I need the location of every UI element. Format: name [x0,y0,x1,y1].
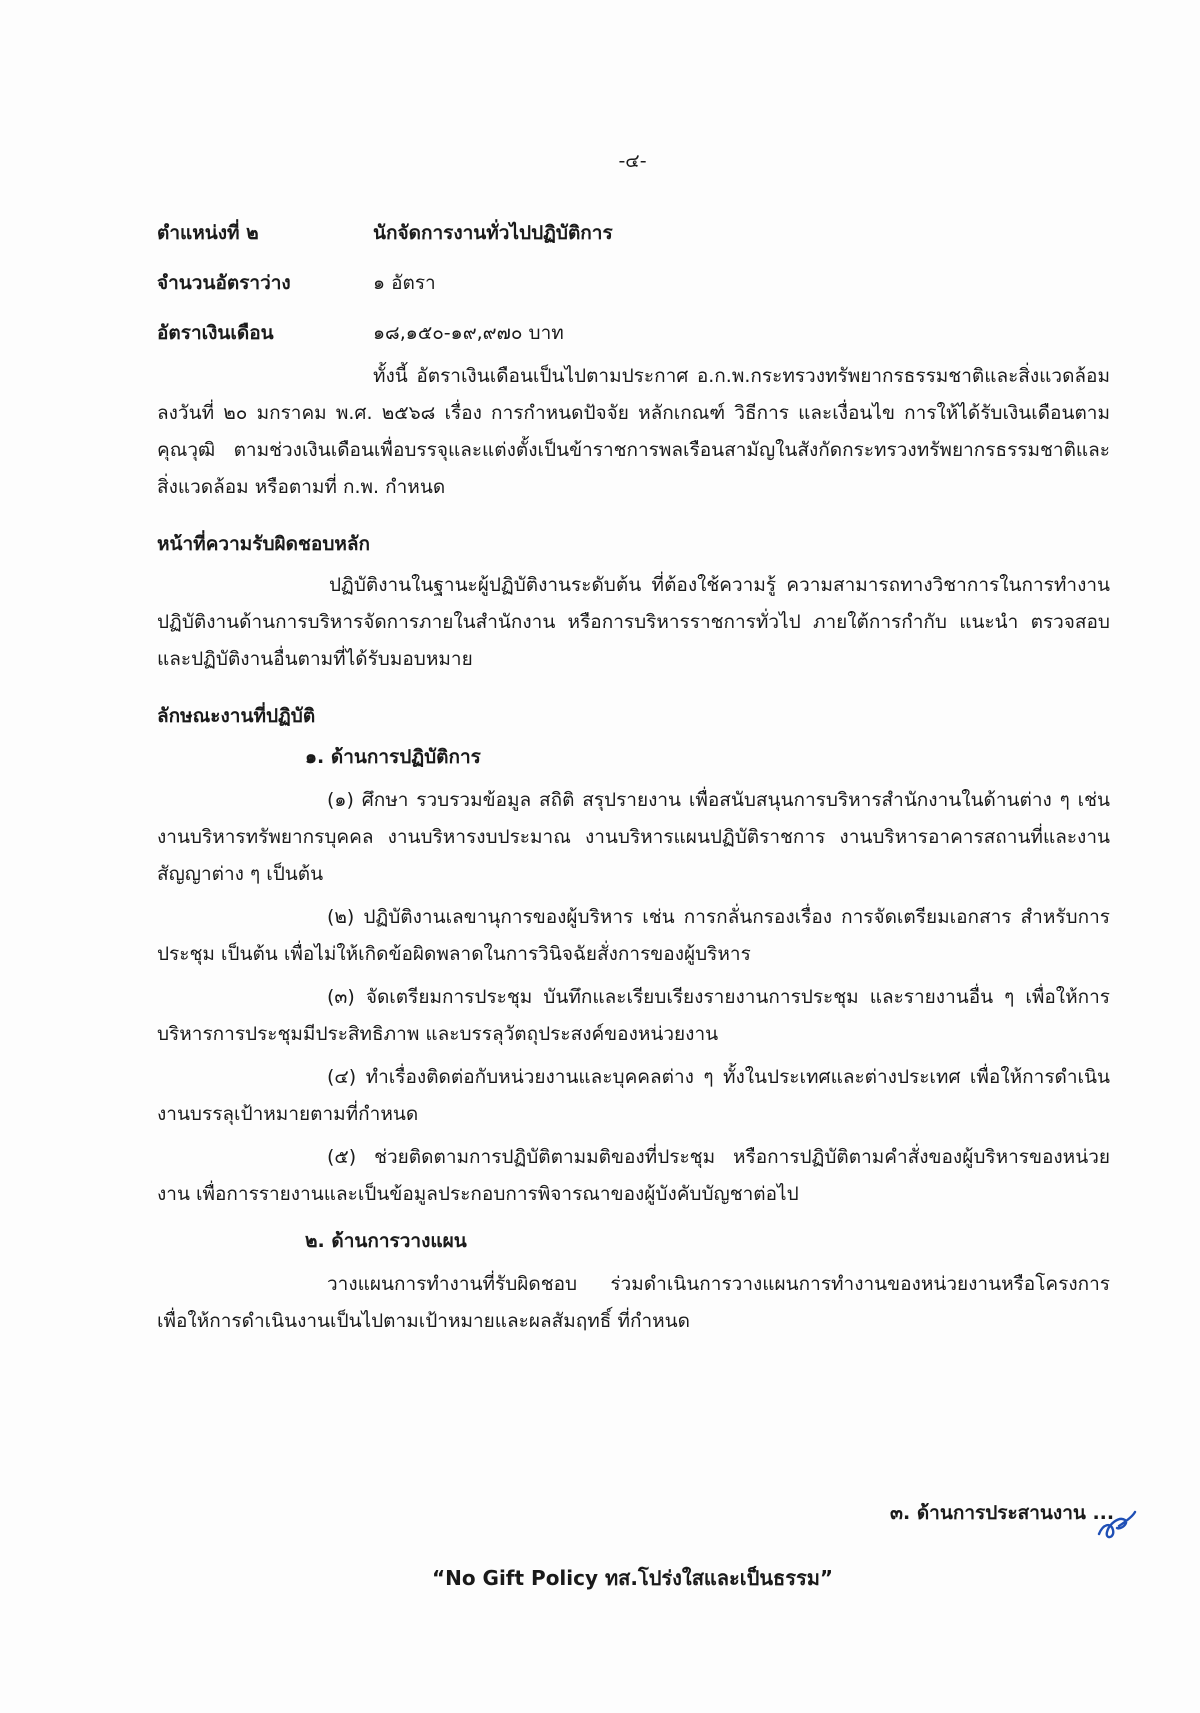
initials-signature [1095,1508,1139,1544]
position-value: นักจัดการงานทั่วไปปฏิบัติการ [373,221,613,244]
main-duties-text: ปฏิบัติงานในฐานะผู้ปฏิบัติงานระดับต้น ที่ต้องใช้ความรู้ ความสามารถทางวิชาการในการทำงานปฏิบัติงานด้านการบริหารจัดการภายในสำนักงาน หรือการบริหารราชการทั่วไป ภายใต้การกำกับ แนะนำ ตรวจสอบ และปฏิบัติงานอื่นตามที่ได้รับมอบหมาย [157,574,1110,670]
continuation-text: ๓. ด้านการประสานงาน ... [890,1502,1115,1524]
operations-item: (๓) จัดเตรียมการประชุม บันทึกและเรียบเรียงรายงานการประชุม และรายงานอื่น ๆ เพื่อให้การบริหารการประชุมมีประสิทธิภาพ และบรรลุวัตถุประสงค์ของหน่วยงาน [157,986,1110,1045]
salary-row [157,308,1110,358]
operations-item: (๔) ทำเรื่องติดต่อกับหน่วยงานและบุคคลต่าง ๆ ทั้งในประเทศและต่างประเทศ เพื่อให้การดำเนินงานบรรลุเป้าหมายตามที่กำหนด [157,1066,1110,1125]
document-body [157,208,1110,1340]
footer-slogan: “No Gift Policy ทส.โปร่งใสและเป็นธรรม” [431,1566,834,1590]
main-duties-heading: หน้าที่ความรับผิดชอบหลัก [157,533,371,555]
planning-text: วางแผนการทำงานที่รับผิดชอบ ร่วมดำเนินการวางแผนการทำงานของหน่วยงานหรือโครงการ เพื่อให้การดำเนินงานเป็นไปตามเป้าหมายและผลสัมฤทธิ์ ที่กำหนด [157,1273,1110,1332]
vacancies-value: ๑ อัตรา [373,271,436,294]
work-characteristics-heading: ลักษณะงานที่ปฏิบัติ [157,705,316,727]
vacancies-label: จำนวนอัตราว่าง [157,271,291,294]
planning-heading: ๒. ด้านการวางแผน [305,1230,467,1252]
position-row [157,208,1110,258]
salary-value: ๑๘,๑๕๐-๑๙,๙๗๐ บาท [373,321,564,344]
salary-label: อัตราเงินเดือน [157,321,274,344]
operations-item: (๒) ปฏิบัติงานเลขานุการของผู้บริหาร เช่น การกลั่นกรองเรื่อง การจัดเตรียมเอกสาร สำหรับการประชุม เป็นต้น เพื่อไม่ให้เกิดข้อผิดพลาดในการวินิจฉัยสั่งการของผู้บริหาร [157,906,1110,965]
operations-item: (๕) ช่วยติดตามการปฏิบัติตามมติของที่ประชุม หรือการปฏิบัติตามคำสั่งของผู้บริหารของหน่วยงาน เพื่อการรายงานและเป็นข้อมูลประกอบการพิจารณาของผู้บังคับบัญชาต่อไป [157,1146,1110,1205]
vacancies-row [157,258,1110,308]
operations-item: (๑) ศึกษา รวบรวมข้อมูล สถิติ สรุปรายงาน เพื่อสนับสนุนการบริหารสำนักงานในด้านต่าง ๆ เช่น งานบริหารทรัพยากรบุคคล งานบริหารงบประมาณ งานบริหารแผนปฏิบัติราชการ งานบริหารอาคารสถานที่และงานสัญญาต่าง ๆ เป็นต้น [157,789,1110,885]
position-label: ตำแหน่งที่ ๒ [157,221,259,244]
salary-note: ทั้งนี้ อัตราเงินเดือนเป็นไปตามประกาศ อ.ก.พ.กระทรวงทรัพยากรธรรมชาติและสิ่งแวดล้อม ลงวันที่ ๒๐ มกราคม พ.ศ. ๒๕๖๘ เรื่อง การกำหนดปัจจัย หลักเกณฑ์ วิธีการ และเงื่อนไข การให้ได้รับเงินเดือนตามคุณวุฒิ ตามช่วงเงินเดือนเพื่อบรรจุและแต่งตั้งเป็นข้าราชการพลเรือนสามัญในสังกัดกระทรวงทรัพยากรธรรมชาติและสิ่งแวดล้อม หรือตามที่ ก.พ. กำหนด [157,365,1110,498]
operations-heading: ๑. ด้านการปฏิบัติการ [305,746,481,768]
page-number: -๔- [618,150,647,172]
